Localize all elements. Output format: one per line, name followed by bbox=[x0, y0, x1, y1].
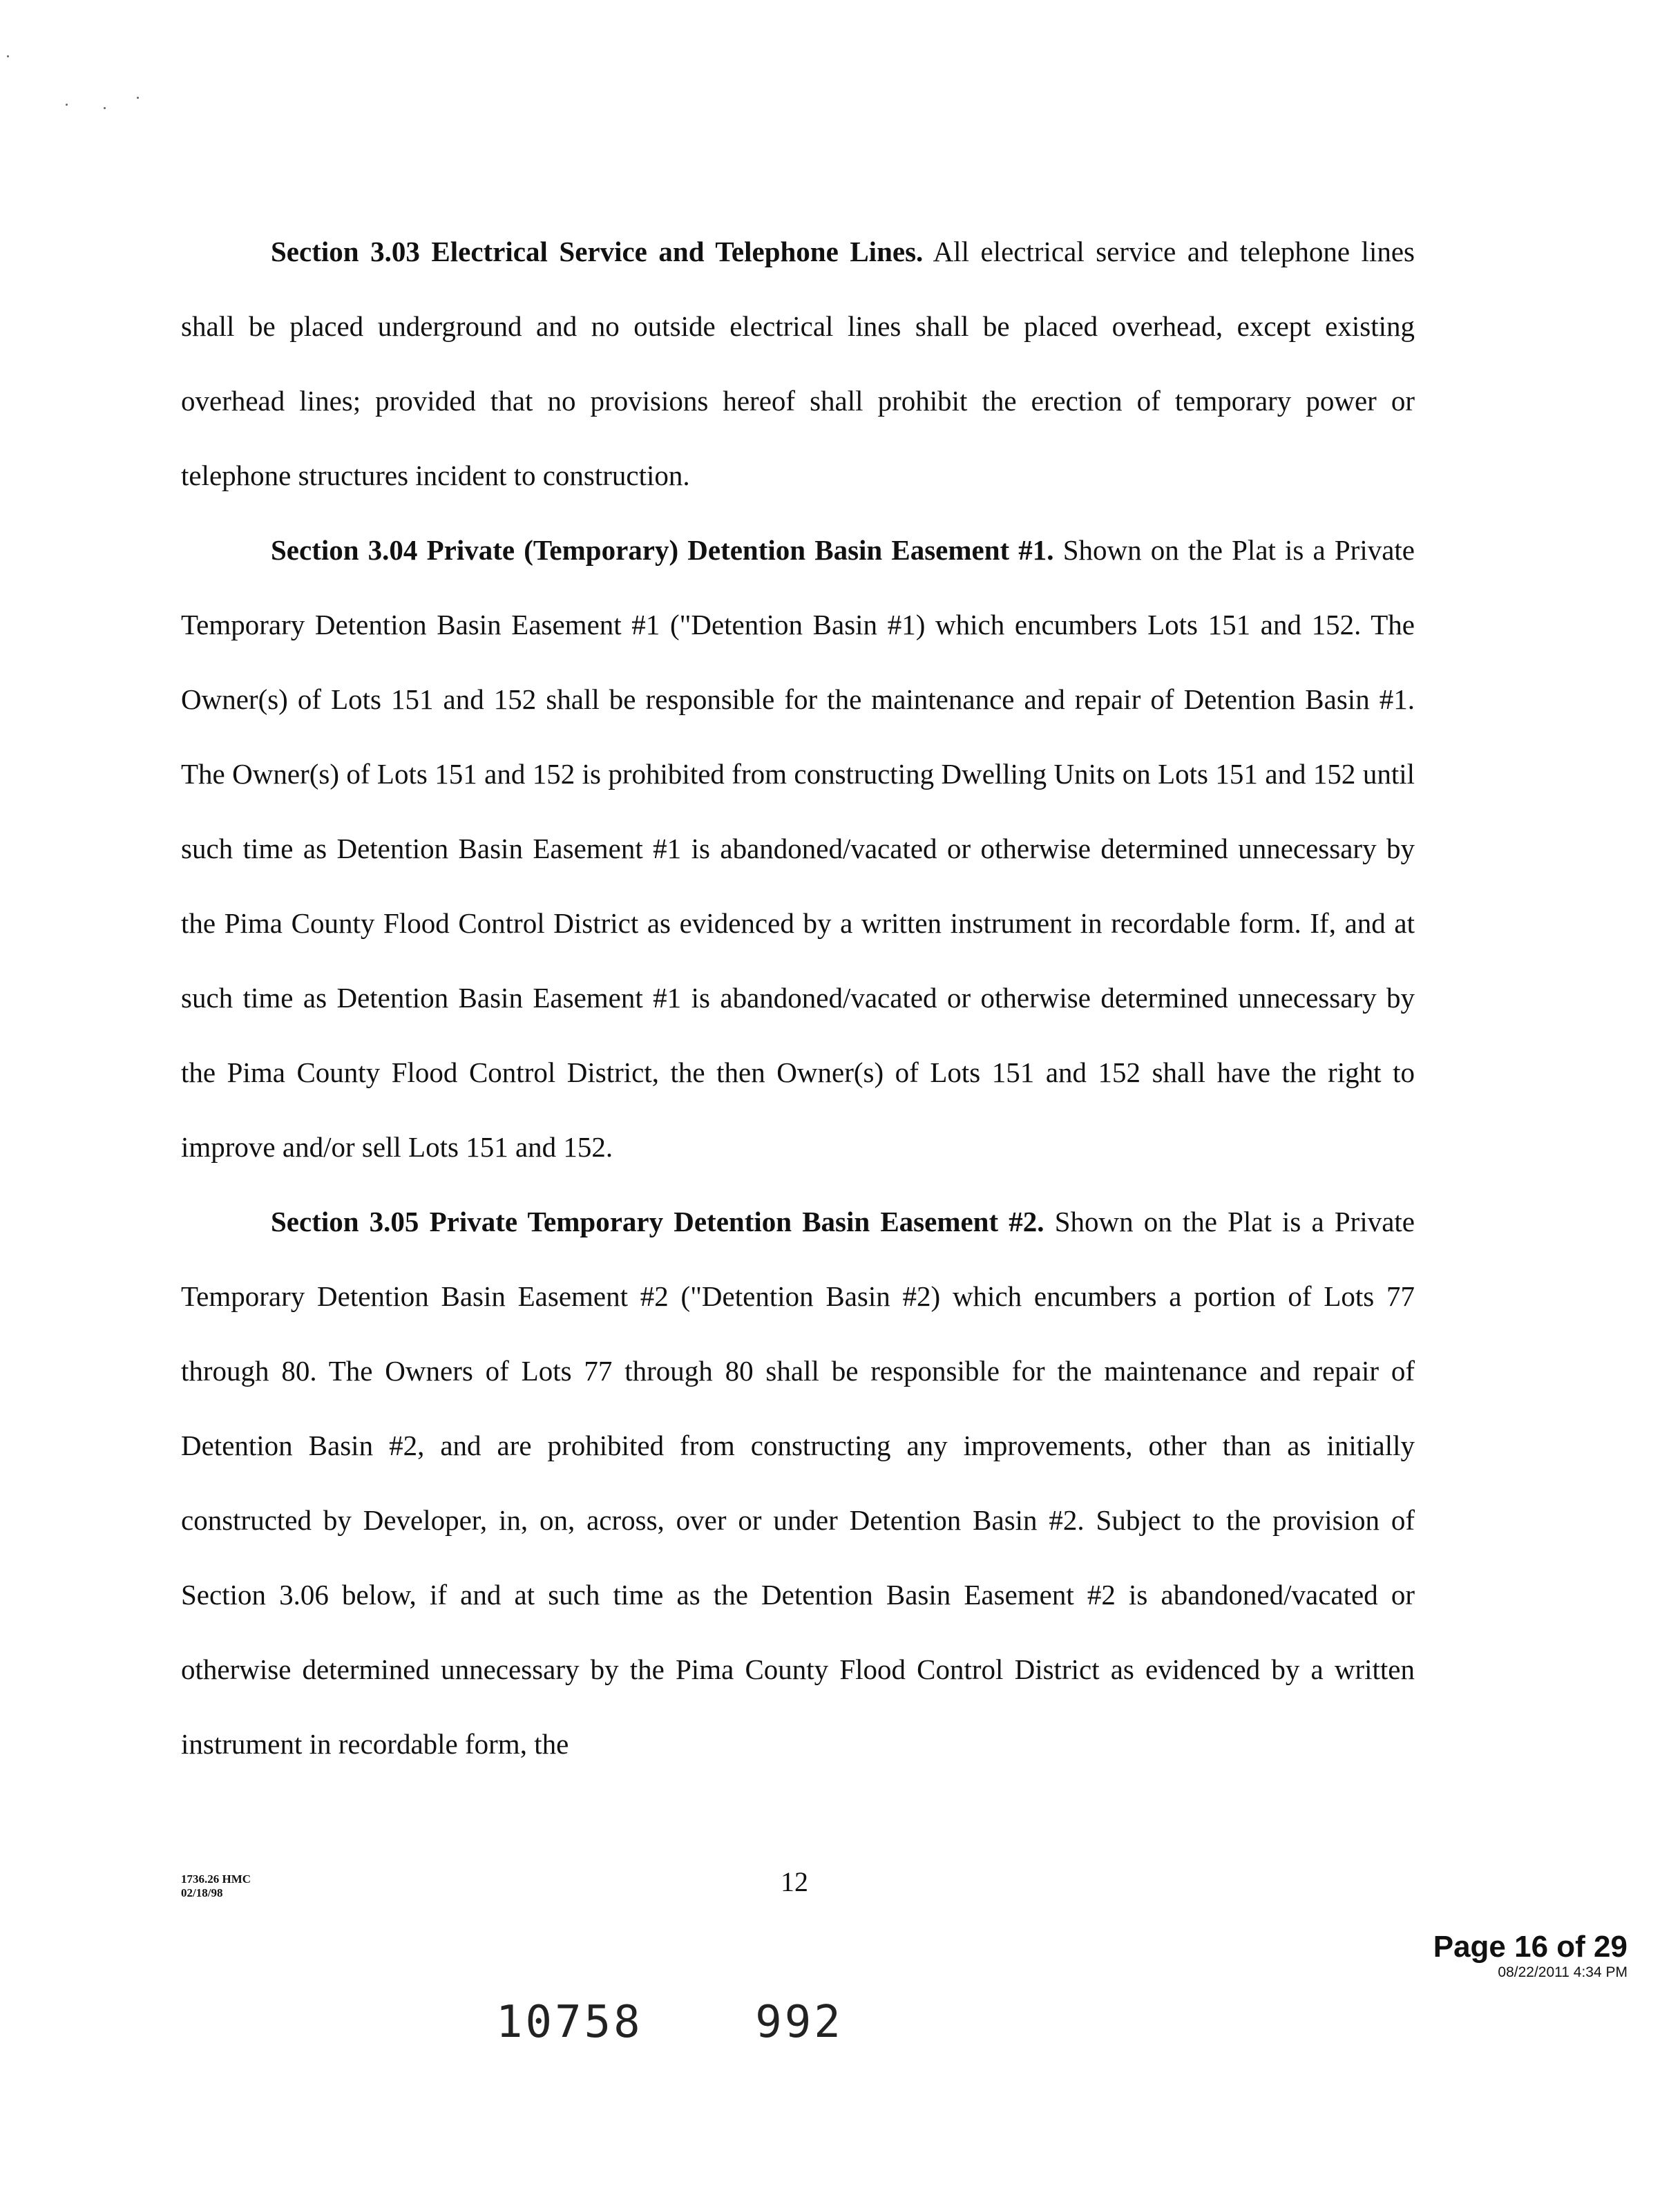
book-number: 10758 bbox=[496, 1997, 643, 2048]
document-body bbox=[181, 214, 1415, 1781]
paragraph-section-3-03 bbox=[181, 214, 1415, 513]
paragraph-section-3-04 bbox=[181, 513, 1415, 1184]
book-page-number: 992 bbox=[755, 1997, 843, 2048]
document-code-date: 02/18/98 bbox=[181, 1886, 223, 1899]
recording-stamp bbox=[1433, 1930, 1628, 1981]
document-code bbox=[181, 1872, 251, 1900]
page-number: 12 bbox=[781, 1866, 808, 1897]
book-page-stamp bbox=[496, 1997, 843, 2048]
section-heading: Section 3.04 Private (Temporary) Detention Basin Easement #1. bbox=[271, 534, 1054, 566]
section-heading: Section 3.03 Electrical Service and Telephone Lines. bbox=[271, 236, 924, 267]
section-text: Shown on the Plat is a Private Temporary Detention Basin Easement #1 ("Detention Basin #1) which encumbers Lots 151 and 152. The Owner(s) of Lots 151 and 152 shall be responsible for the maintenance and repair of Detention Basin #1. The Owner(s) of Lots 151 and 152 is prohibited from constructing Dwelling Units on Lots 151 and 152 until such time as Detention Basin Easement #1 is abandoned/vacated or otherwise determined unnecessary by the Pima County Flood Control District as evidenced by a written instrument in recordable form. If, and at such time as Detention Basin Easement #1 is abandoned/vacated or otherwise determined unnecessary by the Pima County Flood Control District, the then Owner(s) of Lots 151 and 152 shall have the right to improve and/or sell Lots 151 and 152. bbox=[181, 534, 1415, 1163]
section-text: All electrical service and telephone lines shall be placed underground and no outside electrical lines shall be placed overhead, except existing overhead lines; provided that no provisions hereof shall prohibit the erection of temporary power or telephone structures incident to construction. bbox=[181, 236, 1415, 491]
section-heading: Section 3.05 Private Temporary Detention Basin Easement #2. bbox=[271, 1206, 1044, 1237]
stamp-timestamp: 08/22/2011 4:34 PM bbox=[1498, 1964, 1628, 1980]
stamp-page-label: Page 16 of 29 bbox=[1433, 1930, 1628, 1964]
section-text: Shown on the Plat is a Private Temporary Detention Basin Easement #2 ("Detention Basin #2) which encumbers a portion of Lots 77 through 80. The Owners of Lots 77 through 80 shall be responsible for the maintenance and repair of Detention Basin #2, and are prohibited from constructing any improvements, other than as initially constructed by Developer, in, on, across, over or under Detention Basin #2. Subject to the provision of Section 3.06 below, if and at such time as the Detention Basin Easement #2 is abandoned/vacated or otherwise determined unnecessary by the Pima County Flood Control District as evidenced by a written instrument in recordable form, the bbox=[181, 1206, 1415, 1760]
paragraph-section-3-05 bbox=[181, 1184, 1415, 1781]
scan-artifacts bbox=[0, 41, 152, 124]
document-code-id: 1736.26 HMC bbox=[181, 1872, 251, 1886]
